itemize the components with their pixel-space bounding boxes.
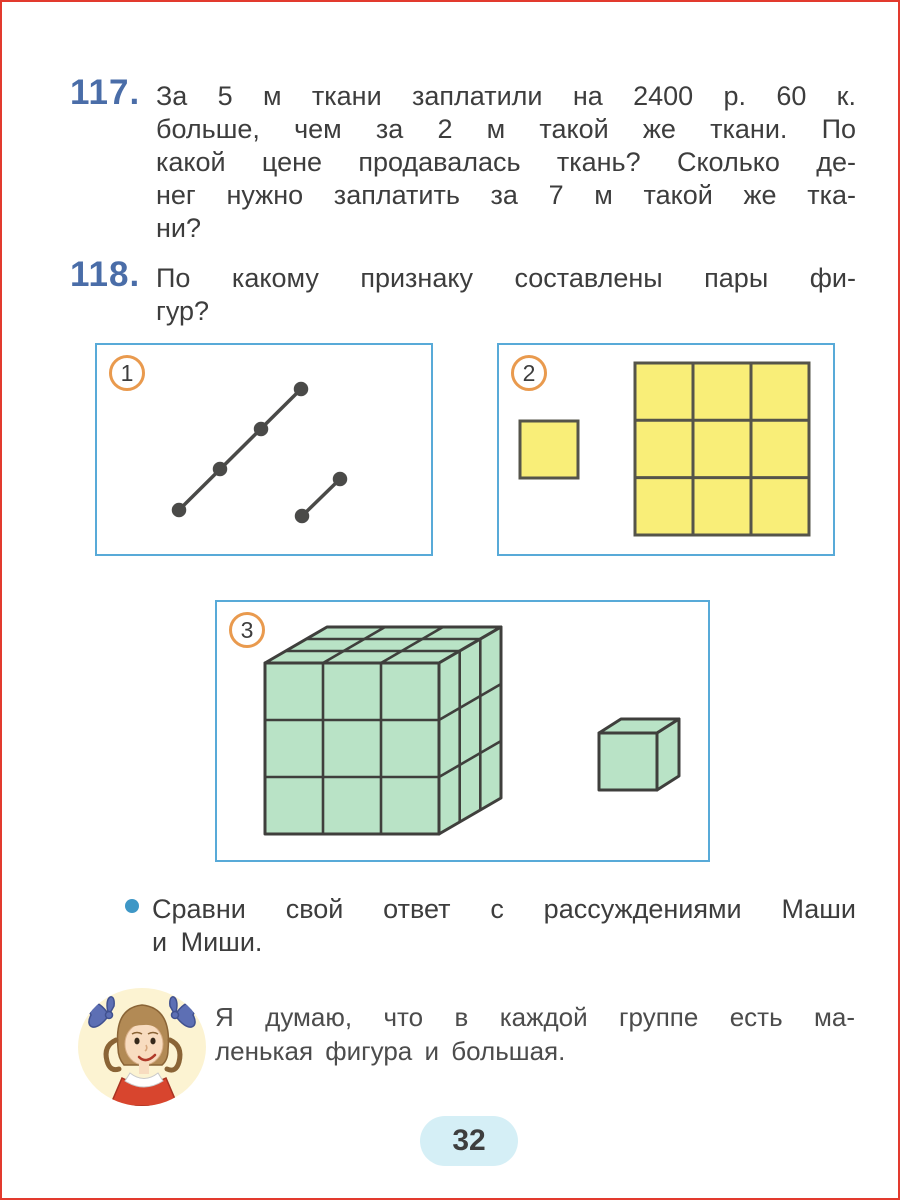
figure-box-squares [497,343,835,556]
figure-box-segments [95,343,433,556]
problem-text-line: ни? [156,213,202,243]
figure-box-cubes [215,600,710,862]
speech-text [215,1000,855,1068]
problem-118 [70,255,856,328]
problem-text-line: За 5 м ткани заплатили на 2400 р. 60 к. [156,81,856,111]
problem-text [156,262,856,328]
cubes-drawing [217,602,708,860]
page-number-pill [420,1116,518,1166]
bullet-note-line: Сравни свой ответ с рассуждениями Маши [152,894,856,924]
problem-text [156,80,856,245]
problem-text-line: По какому признаку составлены пары фи- [156,263,856,293]
squares-drawing [499,345,833,554]
figure-label-badge: 2 [511,355,547,391]
bullet-note [152,893,856,959]
bullet-note-line: и Миши. [152,927,263,957]
girl-avatar [78,988,206,1106]
problem-number: 118. [70,255,141,294]
problem-number: 117. [70,73,141,112]
problem-text-line: больше, чем за 2 м такой же ткани. По [156,114,856,144]
problem-text-line: гур? [156,296,210,326]
problem-text-line: нег нужно заплатить за 7 м такой же тка- [156,180,856,210]
figure-label-badge: 1 [109,355,145,391]
problem-text-line: какой цене продавалась ткань? Сколько де- [156,147,856,177]
figure-label-badge: 3 [229,612,265,648]
speech-line: ленькая фигура и большая. [215,1036,566,1066]
girl-drawing [78,988,206,1106]
bullet-dot [125,899,139,913]
problem-117 [70,73,856,245]
page-number: 32 [452,1124,486,1157]
segments-drawing [97,345,431,554]
speech-line: Я думаю, что в каждой группе есть ма- [215,1002,855,1032]
